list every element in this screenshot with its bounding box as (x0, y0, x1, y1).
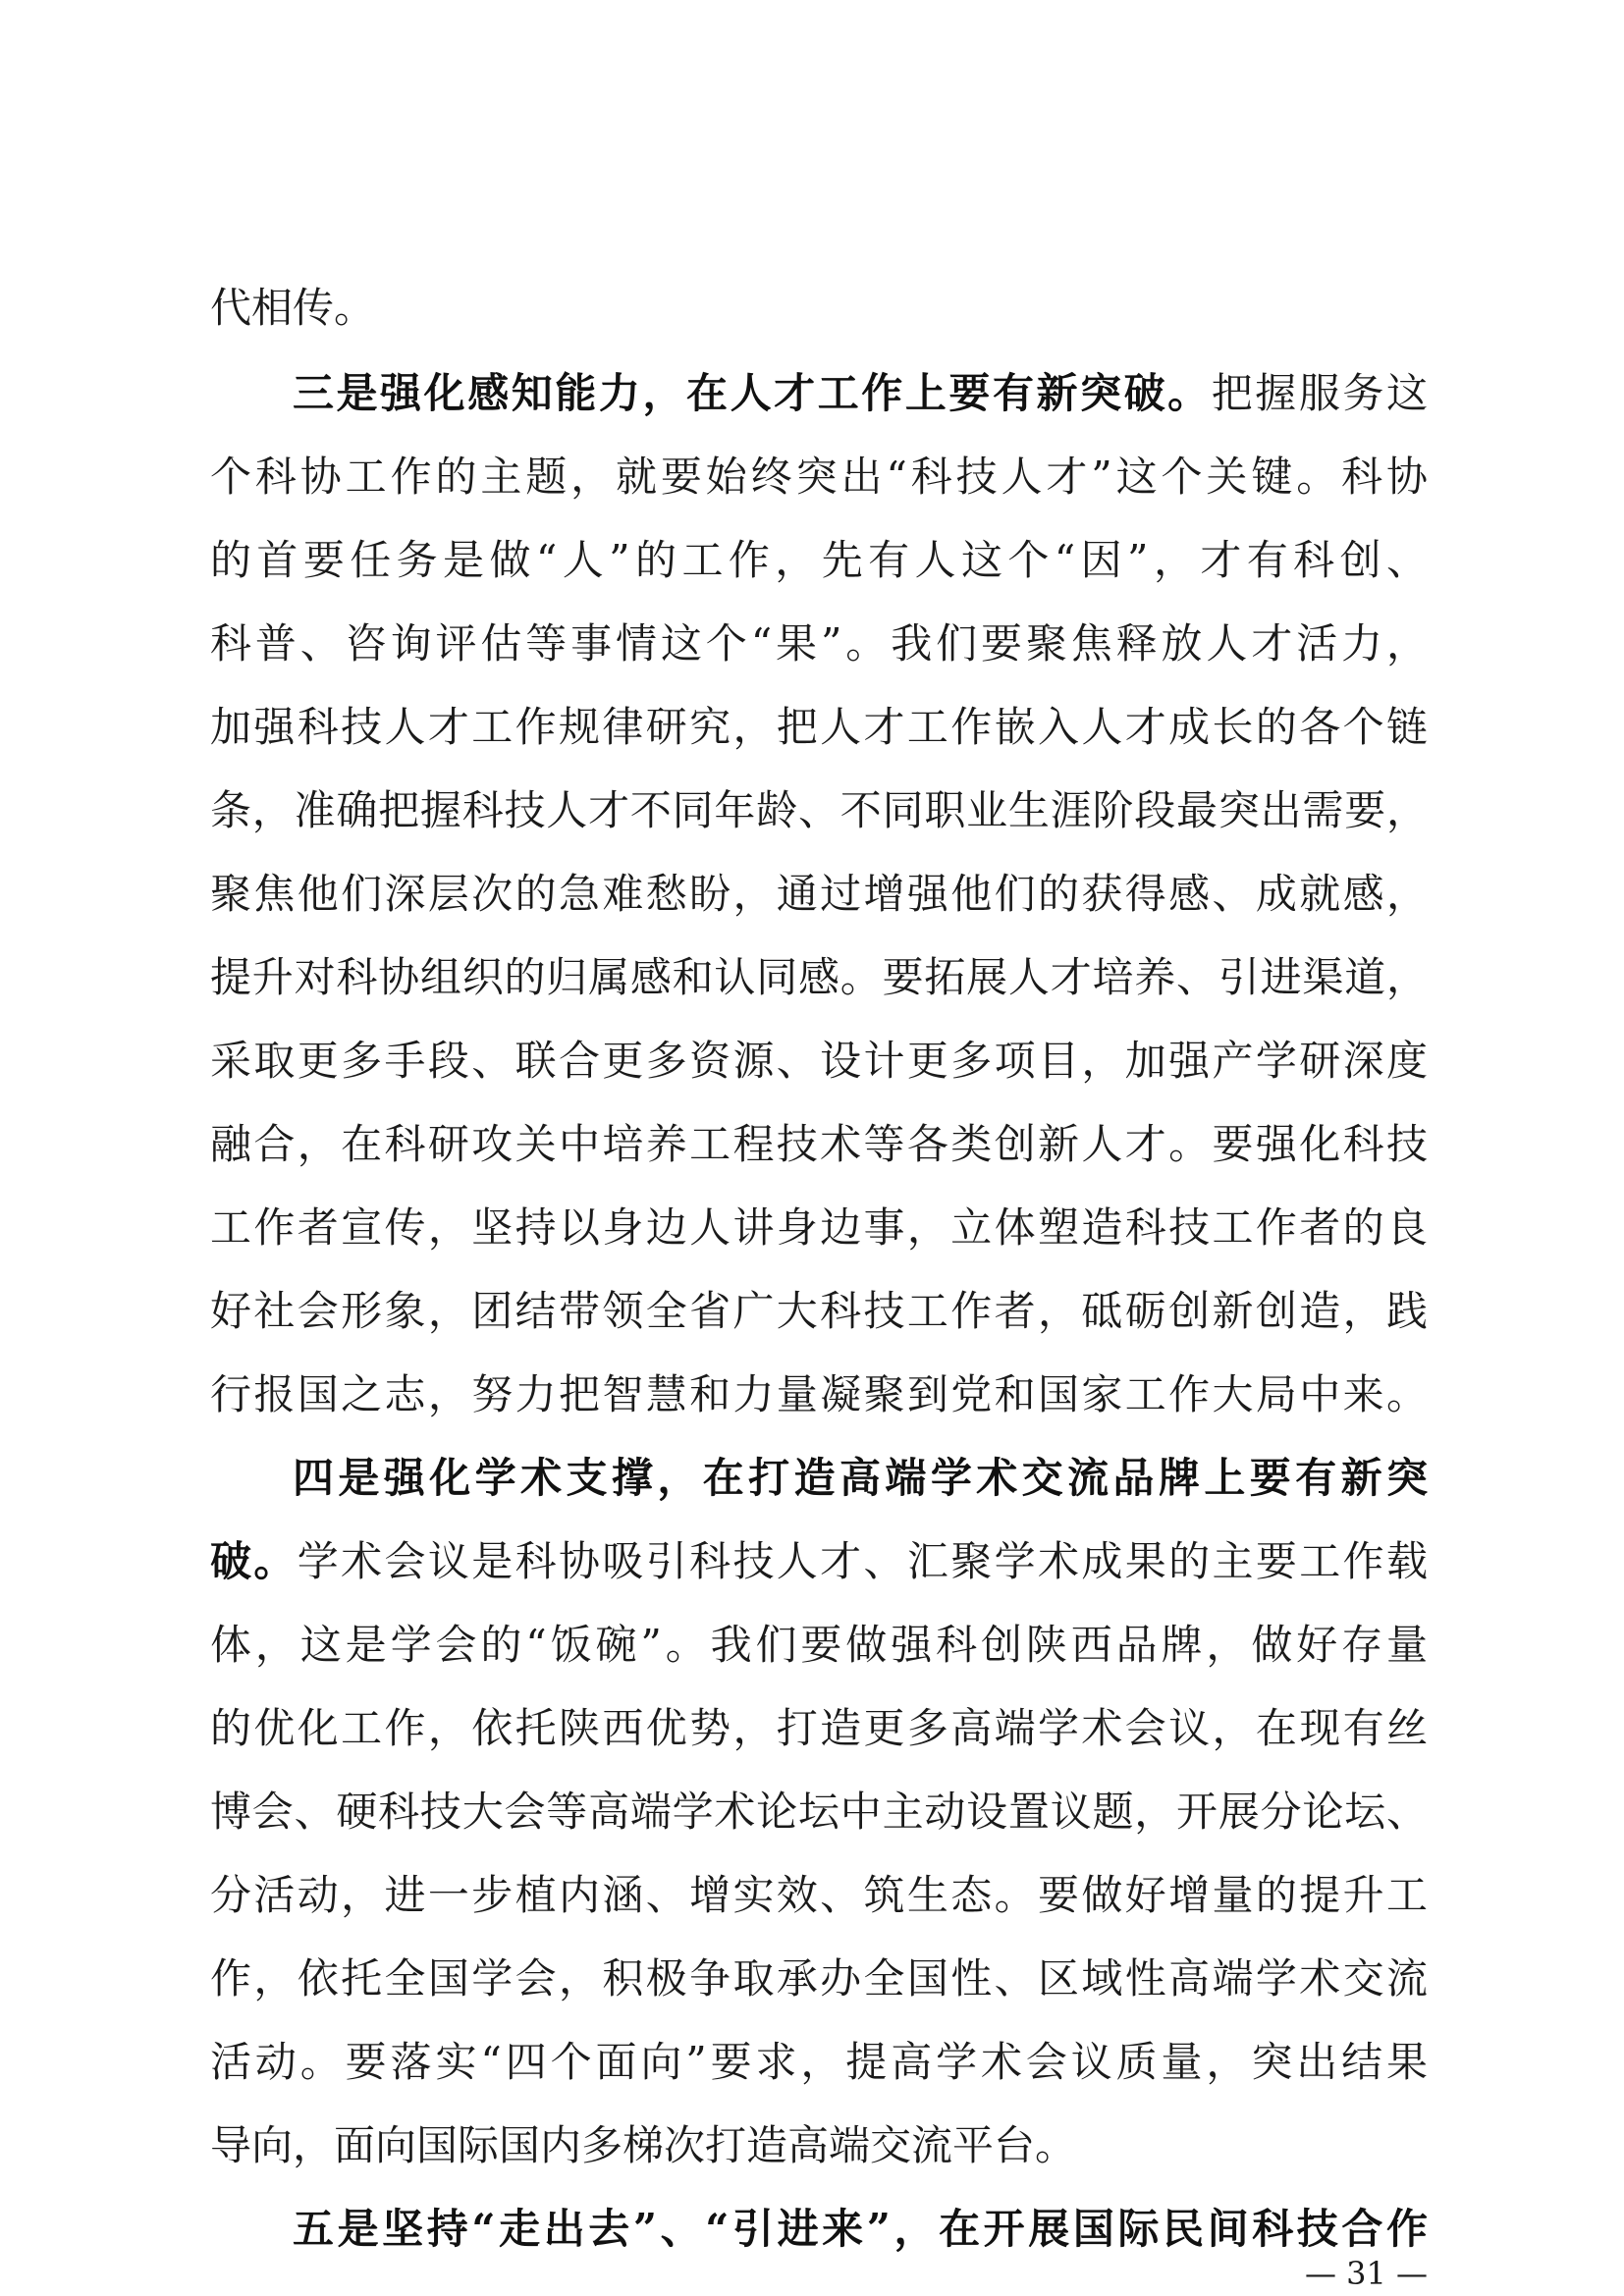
text-line-7 (210, 781, 1428, 840)
paragraph-5-heading: 五是坚持“走出去”、“引进来”，在开展国际民间科技合作 (293, 2205, 1428, 2253)
text-line-21 (210, 1949, 1428, 2008)
body-text: 导向，面向国际国内多梯次打造高端交流平台。 (210, 2121, 1077, 2169)
body-text: 体，这是学会的“饭碗”。我们要做强科创陕西品牌，做好存量 (210, 1621, 1428, 1669)
paragraph-4-heading-end: 破。 (210, 1537, 298, 1585)
text-line-5 (210, 614, 1428, 673)
body-text: 博会、硬科技大会等高端学术论坛中主动设置议题，开展分论坛、 (210, 1788, 1428, 1836)
paragraph-4-heading: 四是强化学术支撑，在打造高端学术交流品牌上要有新突 (293, 1454, 1428, 1502)
text-line-12 (210, 1199, 1428, 1257)
body-text: 个科协工作的主题，就要始终突出“科技人才”这个关键。科协 (210, 453, 1428, 501)
body-text: 聚焦他们深层次的急难愁盼，通过增强他们的获得感、成就感， (210, 870, 1428, 918)
text-line-8 (210, 865, 1428, 924)
text-line-3 (210, 448, 1428, 507)
page-number: — 31 — (1304, 2255, 1428, 2292)
text-line-11 (210, 1115, 1428, 1174)
text-line-22 (210, 2033, 1428, 2092)
body-text: 代相传。 (210, 284, 376, 332)
body-text: 活动。要落实“四个面向”要求，提高学术会议质量，突出结果 (210, 2038, 1428, 2086)
body-text: 加强科技人才工作规律研究，把人才工作嵌入人才成长的各个链 (210, 703, 1428, 751)
text-line-16 (210, 1532, 1428, 1591)
text-line-9 (210, 948, 1428, 1007)
body-text: 科普、咨询评估等事情这个“果”。我们要聚焦释放人才活力， (210, 619, 1428, 667)
paragraph-4-heading-line (293, 1449, 1428, 1508)
body-text: 好社会形象，团结带领全省广大科技工作者，砥砺创新创造，践 (210, 1287, 1428, 1335)
text-line-18 (210, 1699, 1428, 1758)
text-line-19 (210, 1783, 1428, 1842)
body-text: 的优化工作，依托陕西优势，打造更多高端学术会议，在现有丝 (210, 1704, 1428, 1752)
body-text: 工作者宣传，坚持以身边人讲身边事，立体塑造科技工作者的良 (210, 1203, 1428, 1252)
text-line-13 (210, 1282, 1428, 1341)
body-text: 学术会议是科协吸引科技人才、汇聚学术成果的主要工作载 (297, 1537, 1428, 1585)
body-text: 的首要任务是做“人”的工作，先有人这个“因”，才有科创、 (210, 536, 1428, 584)
text-line-17 (210, 1616, 1428, 1675)
text-line-23 (210, 2116, 1428, 2175)
text-line-6 (210, 698, 1428, 757)
text-line-4 (210, 531, 1428, 590)
body-text: 行报国之志，努力把智慧和力量凝聚到党和国家工作大局中来。 (210, 1370, 1428, 1418)
body-text: 提升对科协组织的归属感和认同感。要拓展人才培养、引进渠道， (210, 953, 1428, 1001)
paragraph-3-heading: 三是强化感知能力，在人才工作上要有新突破。 (293, 369, 1212, 417)
body-text: 把握服务这 (1211, 369, 1428, 417)
text-line-10 (210, 1032, 1428, 1091)
body-text: 分活动，进一步植内涵、增实效、筑生态。要做好增量的提升工 (210, 1871, 1428, 1919)
body-text: 融合，在科研攻关中培养工程技术等各类创新人才。要强化科技 (210, 1120, 1428, 1168)
paragraph-3-heading-line (293, 364, 1428, 423)
body-text: 条，准确把握科技人才不同年龄、不同职业生涯阶段最突出需要， (210, 786, 1428, 834)
text-line-14 (210, 1365, 1428, 1424)
body-text: 采取更多手段、联合更多资源、设计更多项目，加强产学研深度 (210, 1037, 1428, 1085)
text-line-1 (210, 279, 1428, 338)
body-text: 作，依托全国学会，积极争取承办全国性、区域性高端学术交流 (210, 1954, 1428, 2002)
paragraph-5-heading-line (293, 2200, 1428, 2259)
text-line-20 (210, 1866, 1428, 1925)
